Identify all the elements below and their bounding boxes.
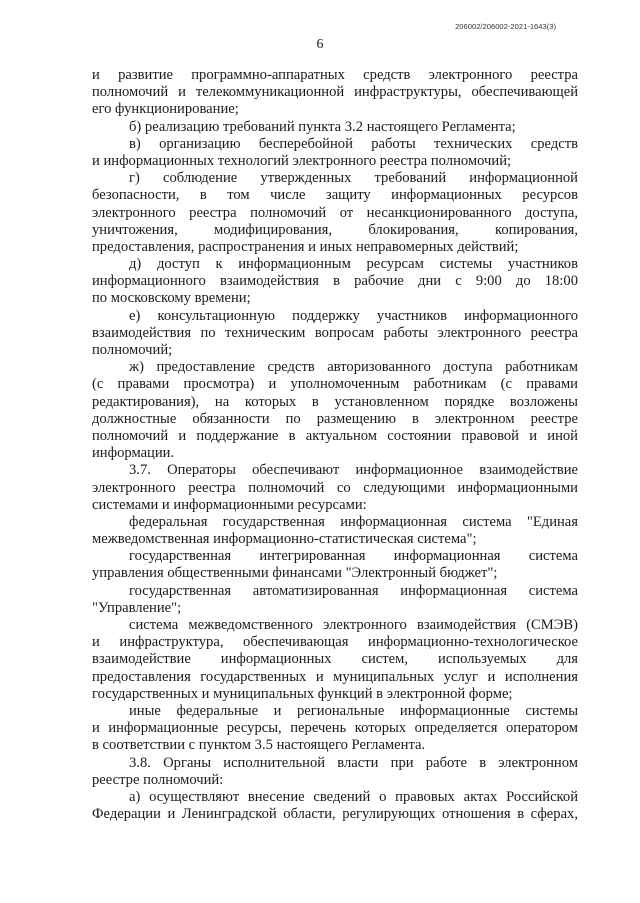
text-line: полномочий и телекоммуникационной инфраструктуры, обеспечивающей: [92, 84, 578, 101]
text-line: федеральная государственная информационная система "Единая: [129, 513, 578, 530]
paragraph: [92, 67, 578, 119]
paragraph: [92, 308, 578, 360]
text-line: его функционирование;: [92, 101, 239, 118]
paragraph: [92, 256, 578, 308]
text-line: и инфраструктура, обеспечивающая информационно-технологическое: [92, 634, 578, 651]
text-line: безопасности, в том числе защиту информационных ресурсов: [92, 187, 578, 204]
text-line: межведомственная информационно-статистическая система";: [92, 531, 477, 548]
text-line: электронного реестра полномочий со следующими информационными: [92, 479, 578, 496]
text-line: реестре полномочий:: [92, 771, 224, 788]
text-line: в) организацию бесперебойной работы технических средств: [129, 135, 578, 152]
text-line: "Управление";: [92, 599, 182, 616]
text-line: государственная автоматизированная информационная система: [129, 582, 578, 599]
text-line: информационного взаимодействия в рабочие дни с 9:00 до 18:00: [92, 273, 578, 290]
page-number: 6: [316, 37, 324, 52]
text-line: по московскому времени;: [92, 290, 251, 307]
text-line: Федерации и Ленинградской области, регулирующих отношения в сферах,: [92, 806, 578, 823]
text-line: должностные обязанности по размещению в электронном реестре: [92, 410, 578, 427]
text-line: взаимодействие информационных систем, используемых для: [92, 651, 578, 668]
text-line: редактирования), на которых в установленном порядке возложены: [92, 393, 578, 410]
text-line: предоставления, распространения и иных неправомерных действий;: [92, 238, 519, 255]
text-line: (с правами просмотра) и уполномоченным работникам (с правами: [92, 376, 578, 393]
text-line: государственных и муниципальных функций в электронной форме;: [92, 685, 513, 702]
text-line: взаимодействия по техническим вопросам работы электронного реестра: [92, 324, 578, 341]
text-line: 3.8. Органы исполнительной власти при работе в электронном: [129, 754, 578, 771]
paragraph: [92, 462, 578, 514]
text-line: система межведомственного электронного взаимодействия (СМЭВ): [129, 617, 578, 633]
paragraph: [92, 359, 578, 462]
text-line: 3.7. Операторы обеспечивают информационное взаимодействие: [129, 462, 578, 479]
text-line: предоставления государственных и муниципальных услуг и исполнения: [92, 668, 578, 685]
text-line: г) соблюдение утвержденных требований информационной: [129, 170, 578, 187]
text-line: иные федеральные и региональные информационные системы: [129, 702, 578, 719]
text-line: управления общественными финансами "Электронный бюджет";: [92, 565, 498, 582]
paragraph: [92, 789, 578, 823]
paragraph: [92, 583, 578, 617]
text-line: и информационных технологий электронного реестра полномочий;: [92, 152, 512, 169]
document-id: 206002/206002-2021-1643(3): [455, 22, 556, 31]
text-line: б) реализацию требований пункта 3.2 настоящего Регламента;: [129, 118, 516, 135]
paragraph: [92, 703, 578, 755]
document-body: [92, 67, 578, 823]
paragraph: [92, 119, 578, 136]
text-line: уничтожения, модифицирования, блокирования, копирования,: [92, 221, 578, 238]
paragraph: [92, 617, 578, 703]
text-line: в соответствии с пунктом 3.5 настоящего Регламента.: [92, 737, 426, 754]
text-line: д) доступ к информационным ресурсам системы участников: [129, 256, 578, 273]
paragraph: [92, 170, 578, 256]
paragraph: [92, 755, 578, 789]
text-line: системами и информационными ресурсами:: [92, 496, 367, 513]
paragraph: [92, 548, 578, 582]
text-line: и развитие программно-аппаратных средств электронного реестра: [92, 67, 578, 83]
text-line: е) консультационную поддержку участников информационного: [129, 307, 578, 324]
text-line: информации.: [92, 445, 175, 462]
text-line: ж) предоставление средств авторизованного доступа работникам: [129, 359, 578, 376]
paragraph: [92, 136, 578, 170]
text-line: государственная интегрированная информационная система: [129, 548, 578, 565]
paragraph: [92, 514, 578, 548]
text-line: полномочий и поддержание в актуальном состоянии правовой и иной: [92, 427, 578, 444]
text-line: электронного реестра полномочий от несанкционированного доступа,: [92, 204, 578, 221]
text-line: и информационные ресурсы, перечень которых определяется оператором: [92, 720, 578, 737]
text-line: полномочий;: [92, 342, 173, 358]
text-line: а) осуществляют внесение сведений о правовых актах Российской: [129, 788, 578, 805]
